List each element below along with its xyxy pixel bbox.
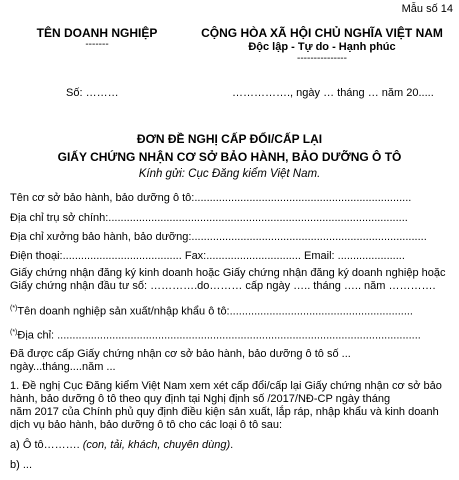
field-granted-1: Đã được cấp Giấy chứng nhận cơ sở bảo hành, bảo dưỡng ô tô số ...	[10, 348, 351, 360]
item-a-suffix: .	[230, 439, 234, 451]
field-address-row	[10, 326, 421, 343]
field-business-reg-2: Giấy chứng nhận đầu tư số: ………….do……… cấp ngày ….. tháng ….. năm ………….	[10, 280, 436, 292]
item-a	[10, 439, 233, 452]
item-b: b) ...	[10, 459, 33, 471]
company-name: TÊN DOANH NGHIỆP	[36, 26, 158, 40]
document-number: Số: ………	[66, 87, 119, 99]
document-title: ĐƠN ĐỀ NGHỊ CẤP ĐỔI/CẤP LẠI	[136, 132, 323, 146]
field-phone: Điện thoại:.......................................	[10, 250, 182, 262]
item-a-note: (con, tải, khách, chuyên dùng)	[82, 439, 231, 451]
nation-name: CỘNG HÒA XÃ HỘI CHỦ NGHĨA VIỆT NAM	[201, 26, 443, 40]
field-fax: Fax:...............................	[184, 250, 301, 262]
request-line-4: dịch vụ bảo hành, bảo dưỡng ô tô cho các loại ô tô sau:	[10, 419, 283, 431]
recipient: Kính gửi: Cục Đăng kiểm Việt Nam.	[138, 168, 321, 180]
form-number: Mẫu số 14	[401, 3, 453, 15]
request-line-1: 1. Đề nghị Cục Đăng kiểm Việt Nam xem xét cấp đổi/cấp lại Giấy chứng nhận cơ sở bảo	[10, 380, 442, 392]
document-subtitle: GIẤY CHỨNG NHẬN CƠ SỞ BẢO HÀNH, BẢO DƯỠNG Ô TÔ	[57, 150, 402, 164]
field-contact-row	[10, 250, 405, 263]
field-granted-2: ngày...tháng....năm ...	[10, 361, 116, 373]
header-left-separator: -------	[85, 39, 109, 50]
importer-mark: (*)	[10, 305, 18, 312]
field-importer-name: Tên doanh nghiệp sản xuất/nhập khẩu ô tô:............................................................	[17, 305, 413, 318]
field-email: Email: ......................	[304, 250, 405, 262]
address-mark: (*)	[10, 329, 18, 336]
item-a-prefix: a) Ô tô……….	[10, 439, 80, 451]
date-line: ……………., ngày … tháng … năm 20.....	[232, 87, 434, 99]
header-right	[192, 26, 452, 64]
field-importer	[10, 302, 413, 319]
header-right-separator: ---------------	[297, 53, 347, 64]
request-line-2: hành, bảo dưỡng ô tô theo quy định tại Nghị định số /2017/NĐ-CP ngày tháng	[10, 393, 391, 405]
field-facility-name: Tên cơ sở bảo hành, bảo dưỡng ô tô:.......................................................................	[10, 192, 412, 204]
field-workshop: Địa chỉ xưởng bảo hành, bảo dưỡng:.............................................................................	[10, 231, 427, 243]
national-motto: Độc lập - Tự do - Hạnh phúc	[248, 41, 396, 53]
header-left	[22, 26, 172, 50]
field-address: Địa chỉ: .......................................................................................................................	[17, 329, 421, 342]
request-line-3: năm 2017 của Chính phủ quy định điều kiện sản xuất, lắp ráp, nhập khẩu và kinh doanh	[10, 406, 439, 418]
field-headquarters: Địa chỉ trụ sở chính:..................................................................................................	[10, 212, 408, 224]
field-business-reg-1: Giấy chứng nhận đăng ký kinh doanh hoặc Giấy chứng nhận đăng ký doanh nghiệp hoặc	[10, 267, 446, 279]
